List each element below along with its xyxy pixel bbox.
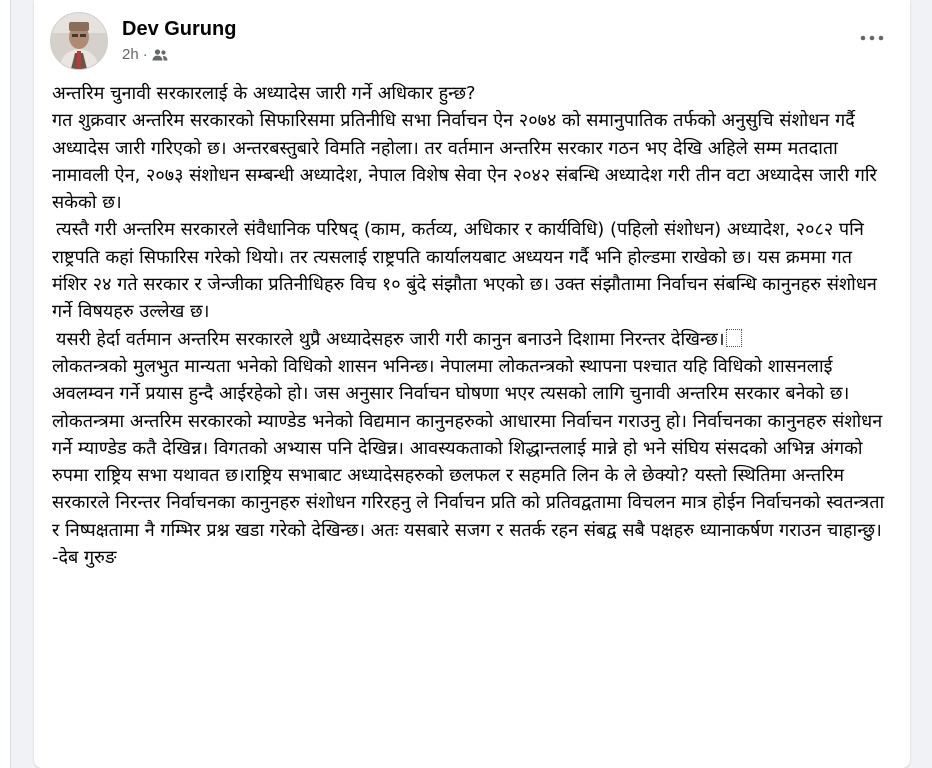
post-header	[50, 12, 890, 72]
more-options-icon	[860, 35, 884, 41]
unrendered-emoji-icon	[726, 329, 742, 347]
post-card	[34, 0, 910, 768]
post-paragraph-3-text: यसरी हेर्दा वर्तमान अन्तरिम सरकारले थुप्रै अध्यादेसहरु जारी गरी कानुन बनाउने दिशामा निरन्तर देखिन्छ।	[56, 328, 725, 350]
author-name[interactable]: Dev Gurung	[122, 18, 237, 40]
left-panel-edge	[0, 0, 11, 768]
meta-separator: ·	[142, 46, 148, 63]
avatar[interactable]	[50, 12, 108, 70]
post-paragraph-1: गत शुक्रवार अन्तरिम सरकारको सिफारिसमा प्रतिनीधि सभा निर्वाचन ऐन २०७४ को समानुपातिक तर्फको अनुसुचि संशोधन गर्दै अध्यादेस जारी गरिएको छ। अन्तरबस्तुबारे विमति नहोला। तर वर्तमान अन्तरिम सरकार गठन भए देखि अहिले सम्म मतदाता नामावली ऐन, २०७३ संशोधन सम्बन्धी अध्यादेश, नेपाल विशेष सेवा ऐन २०४२ संबन्धि अध्यादेश गरी तीन वटा अध्यादेस जारी गरि सकेको छ।	[52, 110, 877, 214]
post-paragraph-4: लोकतन्त्रको मुलभुत मान्यता भनेको विधिको शासन भनिन्छ। नेपालमा लोकतन्त्रको स्थापना पश्चात यहि विधिको शासनलाई अवलम्वन गर्ने प्रयास हुन्दै आईरहेको हो। जस अनुसार निर्वाचन घोषणा भएर त्यसको लागि चुनावी अन्तरिम सरकार बनेको छ। लोकतन्त्रमा अन्तरिम सरकारको म्याण्डेड भनेको विद्यमान कानुनहरुको आधारमा निर्वाचन गराउनु हो। निर्वाचनका कानुनहरु संशोधन गर्ने म्याण्डेड कतै देखिन्न। विगतको अभ्यास पनि देखिन्न। आवस्यकताको शिद्धान्तलाई मान्ने हो भने संघिय संसदको अभिन्न अंगको रुपमा राष्ट्रिय सभा यथावत छ।राष्ट्रिय सभाबाट अध्यादेसहरुको छलफल र सहमति लिन के ले छेक्यो? यस्तो स्थितिमा अन्तरिम सरकारले निरन्तर निर्वाचनका कानुनहरु संशोधन गरिरहनु ले निर्वाचन प्रति को प्रतिवद्वतामा विचलन मात्र होईन निर्वाचनको स्वतन्त्रता र निष्पक्षतामा नै गम्भिर प्रश्न खडा गरेको देखिन्छ। अतः यसबारे सजग र सतर्क रहन संबद्व सबै पक्षहरु ध्यानाकर्षण गराउन चाहान्छु। -देब गुरुङ	[52, 355, 885, 569]
post-paragraph-3	[52, 326, 890, 353]
post-text	[52, 80, 890, 571]
friends-icon[interactable]	[152, 48, 168, 62]
post-meta	[122, 46, 168, 63]
profile-photo	[51, 13, 107, 69]
post-timestamp[interactable]: 2h	[122, 46, 139, 63]
more-options-button[interactable]	[854, 20, 890, 56]
post-paragraph-2: त्यस्तै गरी अन्तरिम सरकारले संवैधानिक परिषद् (काम, कर्तव्य, अधिकार र कार्यविधि) (पहिलो संशोधन) अध्यादेश, २०८२ पनि राष्ट्रपति कहां सिफारिस गरेको थियो। तर त्यसलाई राष्ट्रपति कार्यालयबाट अध्ययन गर्दै भनि होल्डमा राखेको छ। यस क्रममा गत मंशिर २४ गते सरकार र जेन्जीका प्रतिनीधिहरु विच १० बुंदे संझौता भएको छ। उक्त संझौतामा निर्वाचन संबन्धि कानुनहरु संशोधन गर्ने विषयहरु उल्लेख छ।	[52, 219, 877, 323]
post-paragraph-question: अन्तरिम चुनावी सरकारलाई के अध्यादेस जारी गर्ने अधिकार हुन्छ?	[52, 83, 476, 104]
